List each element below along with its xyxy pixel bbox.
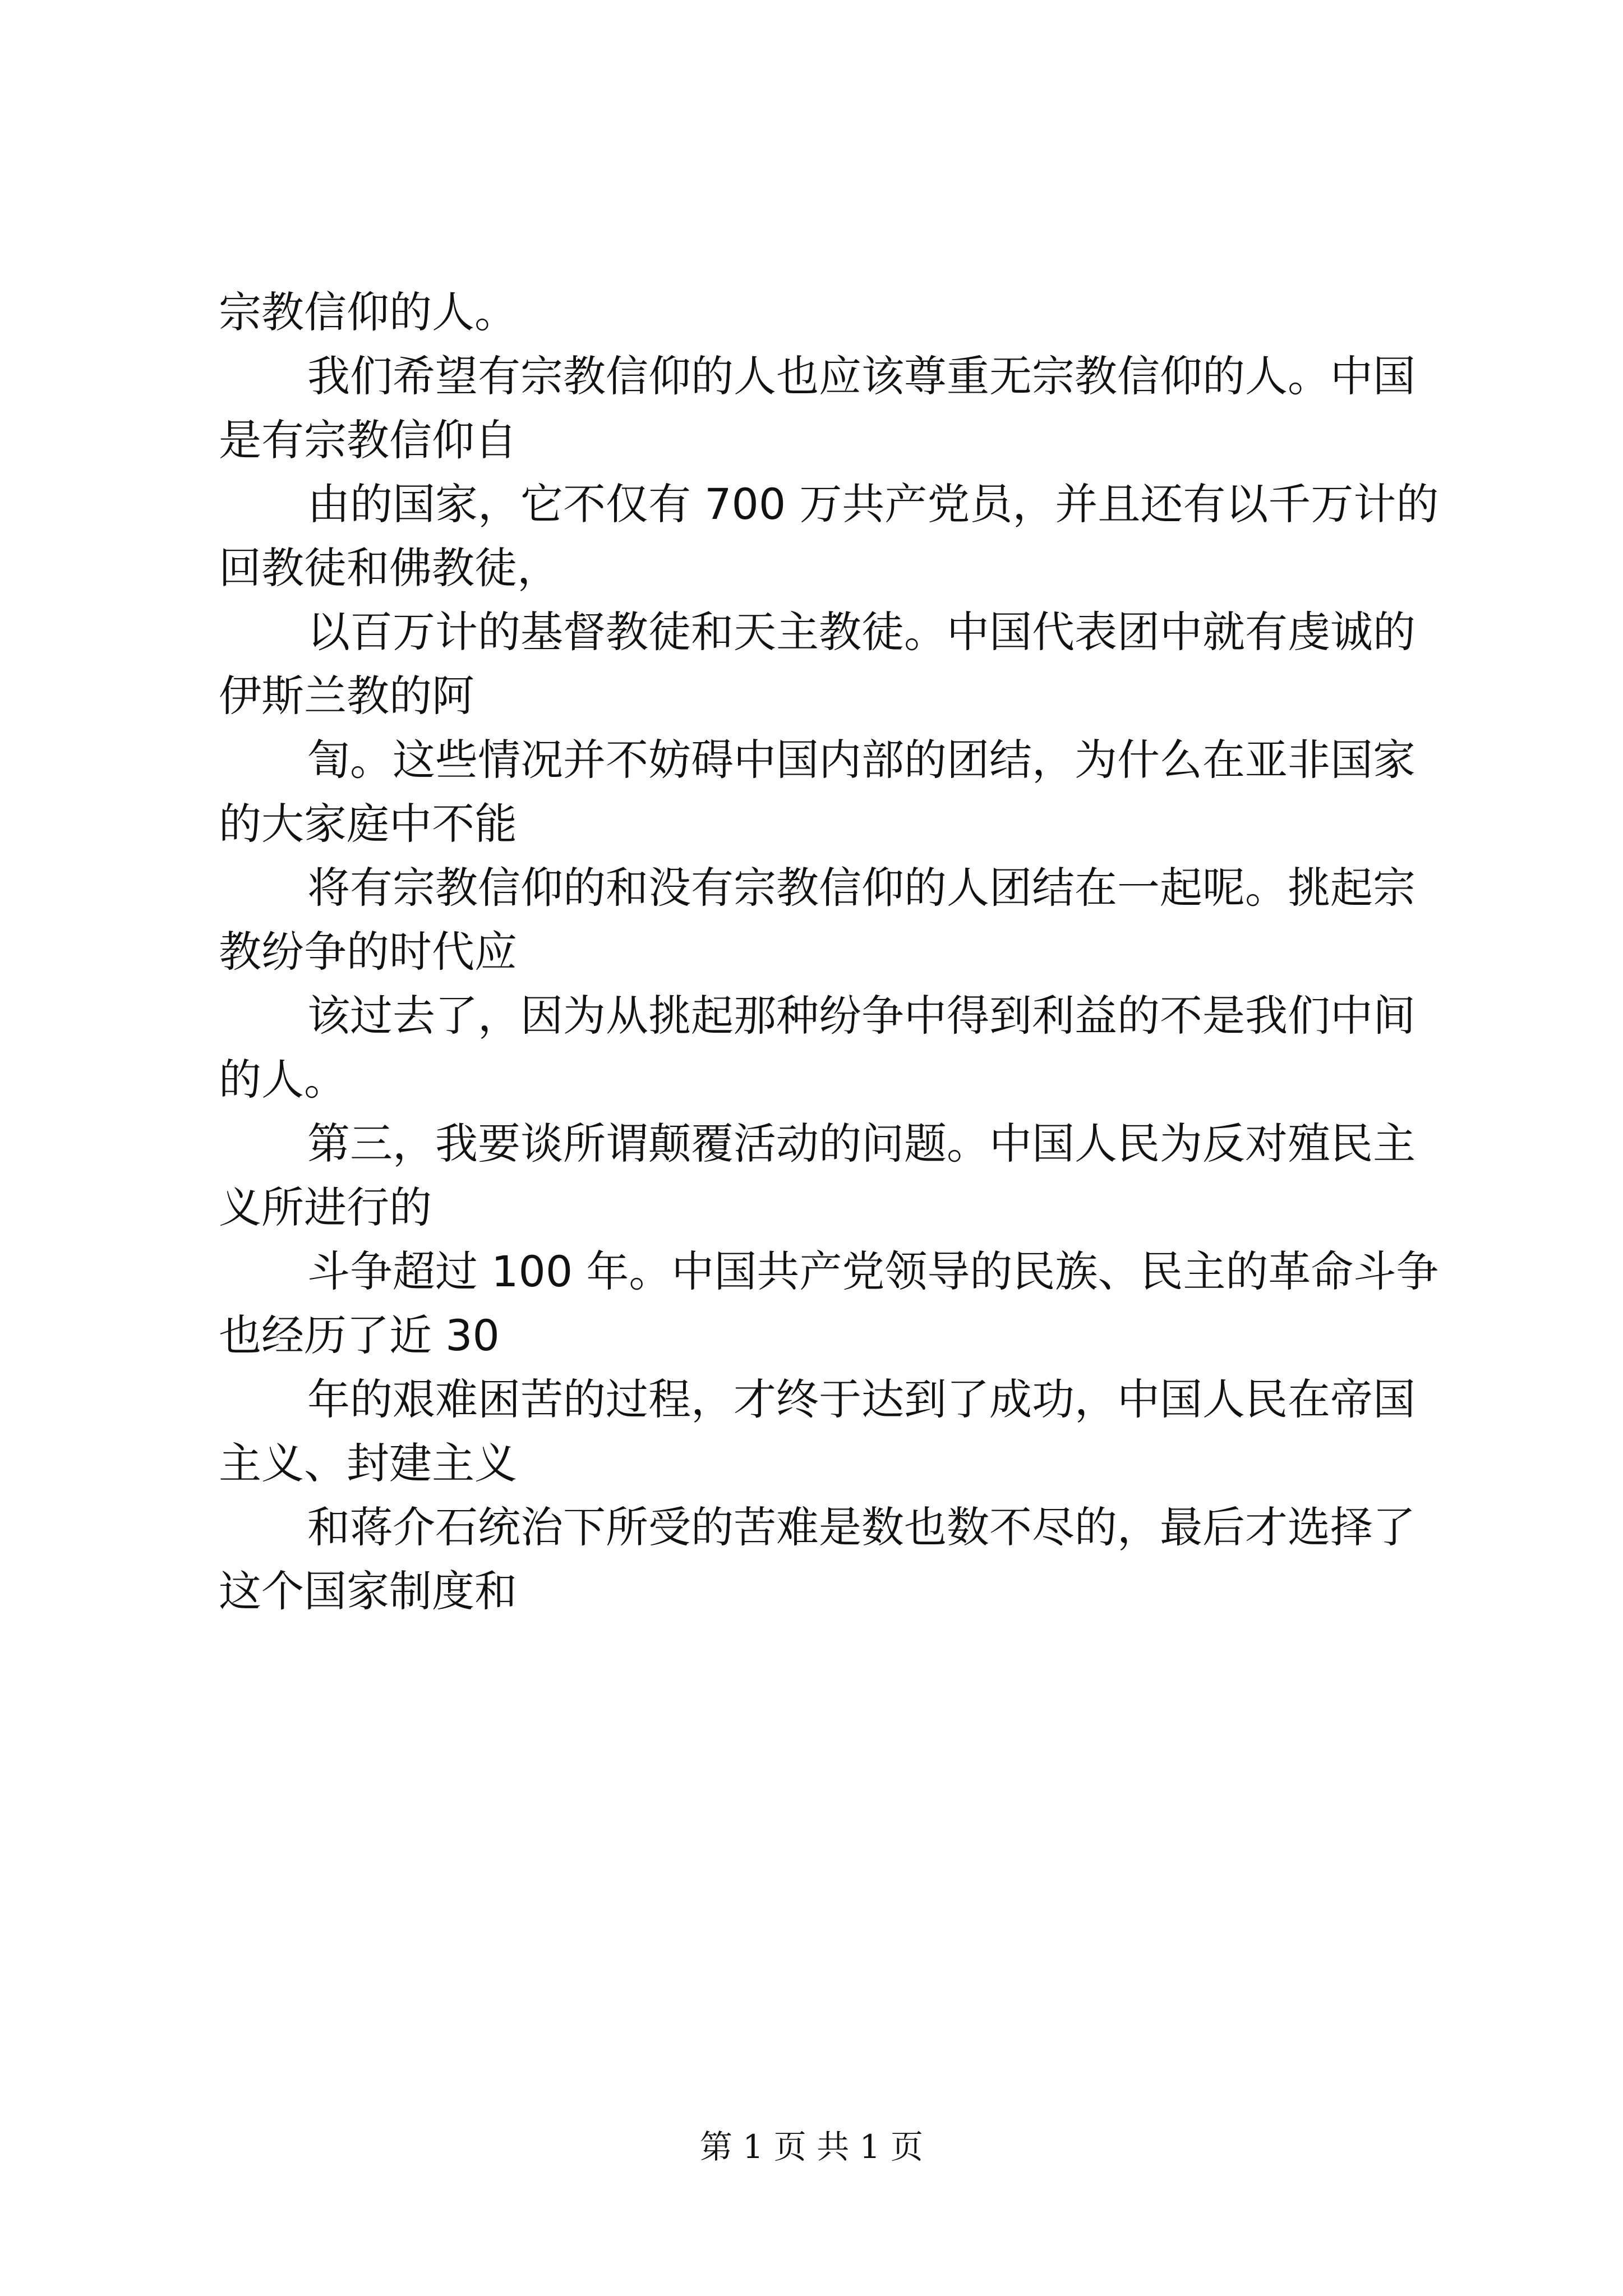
text-line: 以百万计的基督教徒和天主教徒。中国代表团中就有虔诚的 xyxy=(307,607,1415,657)
text-line: 回教徒和佛教徒， xyxy=(219,543,560,593)
text-line: 伊斯兰教的阿 xyxy=(219,671,474,721)
text-line: 的人。 xyxy=(219,1055,347,1105)
text-line: 和蒋介石统治下所受的苦难是数也数不尽的，最后才选择了 xyxy=(307,1502,1415,1552)
text-line: 将有宗教信仰的和没有宗教信仰的人团结在一起呢。挑起宗 xyxy=(307,863,1415,913)
text-line: 第三，我要谈所谓颠覆活动的问题。中国人民为反对殖民主 xyxy=(307,1119,1415,1168)
text-line: 的大家庭中不能 xyxy=(219,799,517,849)
page-footer: 第 1 页 共 1 页 xyxy=(700,2128,923,2166)
text-line: 由的国家，它不仅有 700 万共产党员，并且还有以千万计的 xyxy=(307,479,1439,529)
text-line: 这个国家制度和 xyxy=(219,1566,517,1616)
text-line: 教纷争的时代应 xyxy=(219,927,517,977)
text-line: 也经历了近 30 xyxy=(219,1310,500,1360)
text-line: 訇。这些情况并不妨碍中国内部的团结，为什么在亚非国家 xyxy=(307,735,1415,785)
body-text xyxy=(219,280,1439,1623)
text-line: 斗争超过 100 年。中国共产党领导的民族、民主的革命斗争 xyxy=(307,1246,1439,1296)
text-line: 主义、封建主义 xyxy=(219,1438,517,1488)
text-line: 我们希望有宗教信仰的人也应该尊重无宗教信仰的人。中国 xyxy=(307,351,1415,401)
text-line: 年的艰难困苦的过程，才终于达到了成功，中国人民在帝国 xyxy=(307,1374,1415,1424)
text-line: 是有宗教信仰自 xyxy=(219,415,517,465)
text-line: 宗教信仰的人。 xyxy=(219,287,517,337)
text-line: 该过去了，因为从挑起那种纷争中得到利益的不是我们中间 xyxy=(307,991,1415,1041)
text-line: 义所进行的 xyxy=(219,1182,432,1232)
